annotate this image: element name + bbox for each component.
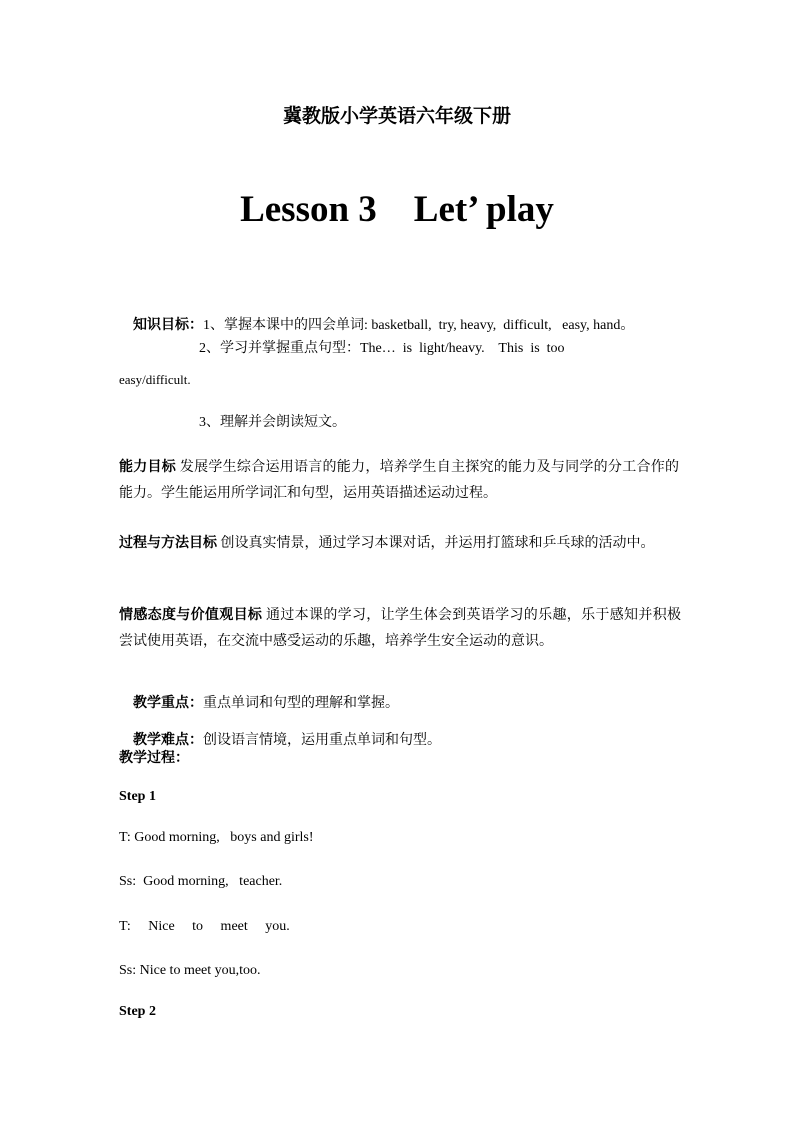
difficult-points-label: 教学难点：	[133, 733, 203, 748]
lesson-title: Lesson 3 Let’ play	[240, 189, 554, 230]
step1-label: Step 1	[119, 789, 156, 804]
knowledge-goals-item1: 1、掌握本课中的四会单词: basketball, try, heavy, difficult, easy, hand。	[203, 318, 635, 333]
step1-line: Ss: Good morning, teacher.	[119, 874, 283, 889]
emotion-goals	[119, 603, 681, 655]
knowledge-goals-label: 知识目标：	[133, 318, 203, 333]
process-goals-label: 过程与方法目标	[119, 536, 217, 551]
step2-label: Step 2	[119, 1004, 156, 1019]
teaching-process-label: 教学过程：	[119, 751, 189, 766]
step1-line: Ss: Nice to meet you,too.	[119, 963, 261, 978]
process-goals	[119, 531, 679, 557]
key-points-text: 重点单词和句型的理解和掌握。	[203, 696, 399, 711]
difficult-points-text: 创设语言情境，运用重点单词和句型。	[203, 733, 441, 748]
emotion-goals-text: 通过本课的学习，让学生体会到英语学习的乐趣，乐于感知并积极尝试使用英语，在交流中感受运动的乐趣，培养学生安全运动的意识。	[119, 608, 682, 649]
step1-line: T: Nice to meet you.	[119, 919, 290, 934]
document-subtitle: 冀教版小学英语六年级下册	[282, 106, 511, 127]
emotion-goals-label: 情感态度与价值观目标	[119, 608, 263, 623]
knowledge-goals-item2-line1: 2、学习并掌握重点句型：The… is light/heavy. This is too	[199, 341, 565, 356]
process-goals-text: 创设真实情景，通过学习本课对话，并运用打篮球和乒乓球的活动中。	[217, 536, 655, 551]
ability-goals-label: 能力目标	[119, 460, 177, 475]
ability-goals-text: 发展学生综合运用语言的能力，培养学生自主探究的能力及与同学的分工合作的能力。学生能运用所学词汇和句型，运用英语描述运动过程。	[119, 460, 679, 501]
ability-goals	[119, 455, 679, 507]
key-points-label: 教学重点：	[133, 696, 203, 711]
step1-line: T: Good morning, boys and girls!	[119, 830, 314, 845]
knowledge-goals-item3: 3、理解并会朗读短文。	[199, 415, 346, 430]
knowledge-goals-item2-line2: easy/difficult.	[119, 372, 191, 387]
